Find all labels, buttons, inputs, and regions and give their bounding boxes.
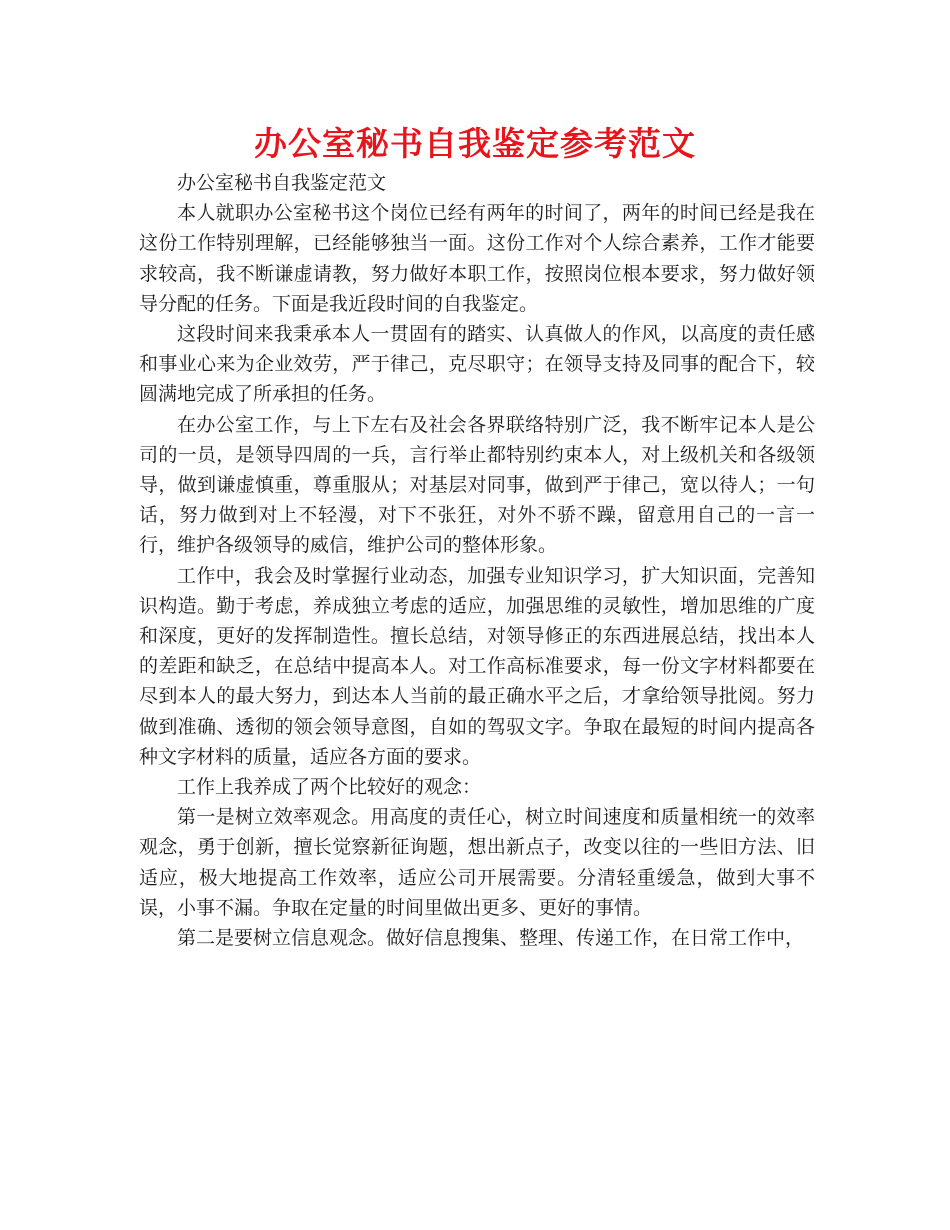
- paragraph: 这段时间来我秉承本人一贯固有的踏实、认真做人的作风，以高度的责任感和事业心来为企业效劳，严于律己，克尽职守；在领导支持及同事的配合下，较圆满地完成了所承担的任务。: [139, 323, 815, 406]
- paragraph: 本人就职办公室秘书这个岗位已经有两年的时间了，两年的时间已经是我在这份工作特别理解，已经能够独当一面。这份工作对个人综合素养，工作才能要求较高，我不断谦虚请教，努力做好本职工作，按照岗位根本要求，努力做好领导分配的任务。下面是我近段时间的自我鉴定。: [139, 202, 815, 315]
- document-body: [139, 168, 815, 953]
- paragraph: 工作中，我会及时掌握行业动态，加强专业知识学习，扩大知识面，完善知识构造。勤于考虑，养成独立考虑的适应，加强思维的灵敏性，增加思维的广度和深度，更好的发挥制造性。擅长总结，对领导修正的东西进展总结，找出本人的差距和缺乏，在总结中提高本人。对工作高标准要求，每一份文字材料都要在尽到本人的最大努力，到达本人当前的最正确水平之后，才拿给领导批阅。努力做到准确、透彻的领会领导意图，自如的驾驭文字。争取在最短的时间内提高各种文字材料的质量，适应各方面的要求。: [139, 564, 815, 768]
- paragraph-subtitle: 办公室秘书自我鉴定范文: [177, 172, 387, 194]
- paragraph: 工作上我养成了两个比较好的观念：: [177, 776, 482, 799]
- paragraph: 在办公室工作，与上下左右及社会各界联络特别广泛，我不断牢记本人是公司的一员，是领导四周的一兵，言行举止都特别约束本人，对上级机关和各级领导，做到谦虚慎重，尊重服从；对基层对同事，做到严于律己，宽以待人；一句话，努力做到对上不轻漫，对下不张狂，对外不骄不躁，留意用自己的一言一行，维护各级领导的威信，维护公司的整体形象。: [139, 413, 815, 557]
- paragraph: 第二是要树立信息观念。做好信息搜集、整理、传递工作，在日常工作中，: [177, 927, 805, 950]
- paragraph: 第一是树立效率观念。用高度的责任心，树立时间速度和质量相统一的效率观念，勇于创新，擅长觉察新征询题，想出新点子，改变以往的一些旧方法、旧适应，极大地提高工作效率，适应公司开展需要。分清轻重缓急，做到大事不误，小事不漏。争取在定量的时间里做出更多、更好的事情。: [139, 806, 815, 919]
- document-title: 办公室秘书自我鉴定参考范文: [254, 124, 696, 163]
